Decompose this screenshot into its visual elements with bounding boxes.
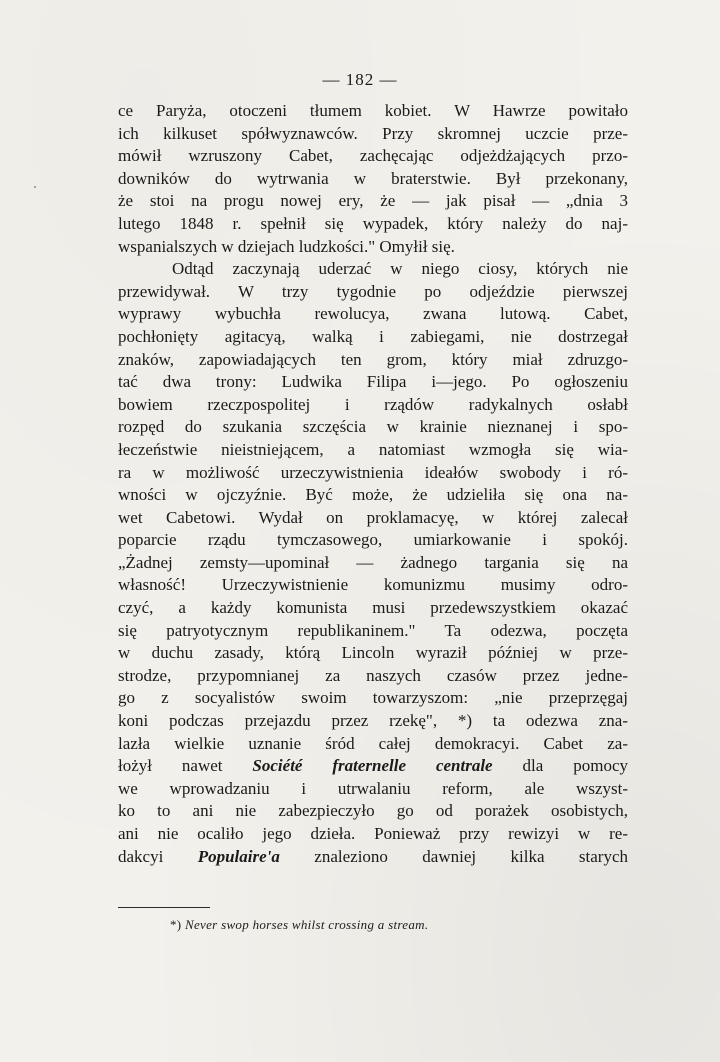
text-line: się patryotycznym republikaninem." Ta odezwa, poczęta <box>118 620 628 640</box>
text-line: Odtąd zaczynają uderzać w niego ciosy, których nie <box>172 259 628 279</box>
text-line: go z socyalistów swoim towarzyszom: „nie przeprzęgaj <box>118 688 628 708</box>
text-line: wyprawy wybuchła rewolucya, zwana lutową. Cabet, <box>118 304 628 324</box>
text-line: „Żadnej zemsty—upominał — żadnego targania się na <box>118 552 628 572</box>
text-line: poparcie rządu tymczasowego, umiarkowanie i spokój. <box>118 530 628 550</box>
text-line: że stoi na progu nowej ery, że — jak pisał — „dnia 3 <box>118 191 628 211</box>
text-line: tać dwa trony: Ludwika Filipa i—jego. Po ogłoszeniu <box>118 372 628 392</box>
footnote-mark: *) <box>170 917 182 932</box>
paper-speck <box>34 186 36 188</box>
text-line: mówił wzruszony Cabet, zachęcając odjeżdżających przo- <box>118 146 628 166</box>
text-line: czyć, a każdy komunista musi przedewszystkiem okazać <box>118 598 628 618</box>
italic-title: Société fraternelle centrale <box>252 756 493 776</box>
text-line: ich kilkuset spółwyznawców. Przy skromnej uczcie prze- <box>118 123 628 143</box>
text-line: downików do wytrwania w braterstwie. Był przekonany, <box>118 168 628 188</box>
text-line: lutego 1848 r. spełnił się wypadek, który należy do naj- <box>118 213 628 233</box>
text-line: w duchu zasady, którą Lincoln wyraził później w prze- <box>118 643 628 663</box>
text-line: przewidywał. W trzy tygodnie po odjeździe pierwszej <box>118 281 628 301</box>
text-line: znaków, zapowiadających ten grom, który miał zdruzgo- <box>118 349 628 369</box>
footnote <box>170 917 428 933</box>
text-line: bowiem rzeczpospolitej i rządów radykalnych osłabł <box>118 394 628 414</box>
page-number: — 182 — <box>322 70 398 89</box>
text-line: ani nie ocaliło jego dzieła. Ponieważ przy rewizyi w re- <box>118 824 628 843</box>
text-line: koni podczas przejazdu przez rzekę", *) ta odezwa zna- <box>118 711 628 731</box>
text-line: ra w możliwość urzeczywistnienia ideałów swobody i ró- <box>118 462 628 482</box>
text-line: ko to ani nie zabezpieczyło go od porażek osobistych, <box>118 801 628 821</box>
text-line: dakcyi Populaire'a znaleziono dawniej kilka starych <box>118 846 628 866</box>
text-line: pochłonięty agitacyą, walką i zabiegami, nie dostrzegał <box>118 326 628 346</box>
footnote-text: Never swop horses whilst crossing a stream. <box>185 917 429 932</box>
text-line: strodze, przypomnianej za naszych czasów przez jedne- <box>118 665 628 685</box>
text-line: wności w ojczyźnie. Być może, że udzieliła się ona na- <box>118 485 628 505</box>
italic-title: Populaire'a <box>197 846 280 866</box>
text-line: łożył nawet Société fraternelle centrale dla pomocy <box>118 756 628 776</box>
text-line: własność! Urzeczywistnienie komunizmu musimy odro- <box>118 575 628 595</box>
footnote-rule <box>118 907 210 908</box>
text-line: wspanialszych w dziejach ludzkości." Omyłił się. <box>118 236 455 256</box>
text-line: we wprowadzaniu i utrwalaniu reform, ale wszyst- <box>118 778 628 798</box>
text-line: lazła wielkie uznanie śród całej demokracyi. Cabet za- <box>118 733 628 753</box>
body-text <box>118 100 628 868</box>
text-line: rozpęd do szukania szczęścia w krainie nieznanej i spo- <box>118 417 628 437</box>
text-line: łeczeństwie nieistniejącem, a natomiast wzmogła się wia- <box>118 439 628 459</box>
text-line: wet Cabetowi. Wydał on proklamacyę, w której zalecał <box>118 507 628 527</box>
text-line: ce Paryża, otoczeni tłumem kobiet. W Hawrze powitało <box>118 101 628 120</box>
